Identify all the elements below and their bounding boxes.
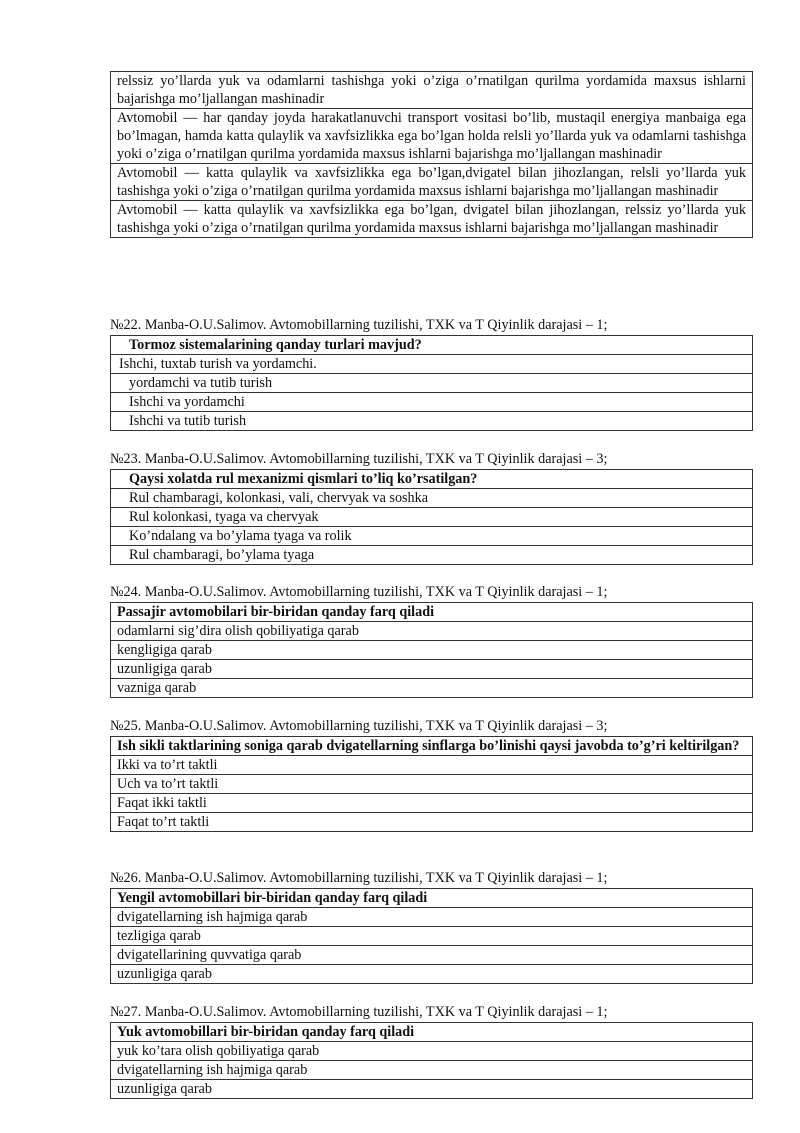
option-cell: dvigatellarning ish hajmiga qarab xyxy=(111,908,753,927)
option-row xyxy=(111,813,753,832)
option-row xyxy=(111,794,753,813)
question-row xyxy=(111,889,753,908)
option-cell: Ishchi va yordamchi xyxy=(111,393,753,412)
option-row xyxy=(111,508,753,527)
option-row xyxy=(111,109,753,164)
option-cell: uzunligiga qarab xyxy=(111,965,753,984)
question-header-26: №26. Manba-O.U.Salimov. Avtomobillarning tuzilishi, TXK va T Qiyinlik darajasi – 1; xyxy=(110,870,608,886)
option-row xyxy=(111,965,753,984)
option-row xyxy=(111,946,753,965)
option-row xyxy=(111,775,753,794)
option-cell: Rul chambaragi, bo’ylama tyaga xyxy=(111,546,753,565)
option-cell: kengligiga qarab xyxy=(111,641,753,660)
option-row xyxy=(111,1042,753,1061)
question-header-23: №23. Manba-O.U.Salimov. Avtomobillarning tuzilishi, TXK va T Qiyinlik darajasi – 3; xyxy=(110,451,608,467)
option-cell: Avtomobil — katta qulaylik va xavfsizlikka ega bo’lgan, dvigatel bilan jihozlangan, relssiz yo’llarda yuk tashishga yoki o’ziga o’rnatilgan qurilma yordamida maxsus ishlarni bajarishga mo’ljallangan mashinadir xyxy=(111,201,753,238)
question-text: Ish sikli taktlarining soniga qarab dvigatellarning sinflarga bo’linishi qaysi javobda to’g’ri keltirilgan? xyxy=(111,737,753,756)
option-row xyxy=(111,164,753,201)
q22-table xyxy=(110,335,753,431)
option-row xyxy=(111,374,753,393)
option-row xyxy=(111,72,753,109)
option-row xyxy=(111,756,753,775)
option-cell: uzunligiga qarab xyxy=(111,660,753,679)
q25-table xyxy=(110,736,753,832)
question-text: Tormoz sistemalarining qanday turlari mavjud? xyxy=(111,336,753,355)
q24-table xyxy=(110,602,753,698)
question-row xyxy=(111,737,753,756)
option-cell: Faqat ikki taktli xyxy=(111,794,753,813)
option-row xyxy=(111,927,753,946)
option-row xyxy=(111,1061,753,1080)
option-cell: yuk ko’tara olish qobiliyatiga qarab xyxy=(111,1042,753,1061)
option-cell: Ko’ndalang va bo’ylama tyaga va rolik xyxy=(111,527,753,546)
option-row xyxy=(111,1080,753,1099)
option-cell: Avtomobil — har qanday joyda harakatlanuvchi transport vositasi bo’lib, mustaqil energiya manbaiga ega bo’lmagan, hamda katta qulaylik va xavfsizlikka ega bo’lgan holda relsli yo’llarda yuk va odamlarni tashishga yoki o’ziga o’rnatilgan qurilma yordamida maxsus ishlarni bajarishga mo’ljallangan mashinadir xyxy=(111,109,753,164)
question-text: Qaysi xolatda rul mexanizmi qismlari to’liq ko’rsatilgan? xyxy=(111,470,753,489)
question-text: Passajir avtomobilari bir-biridan qanday farq qiladi xyxy=(111,603,753,622)
question-row xyxy=(111,470,753,489)
question-row xyxy=(111,1023,753,1042)
option-cell: Ishchi, tuxtab turish va yordamchi. xyxy=(111,355,753,374)
option-row xyxy=(111,679,753,698)
option-cell: tezligiga qarab xyxy=(111,927,753,946)
option-row xyxy=(111,622,753,641)
option-row xyxy=(111,908,753,927)
q23-table xyxy=(110,469,753,565)
question-header-24: №24. Manba-O.U.Salimov. Avtomobillarning tuzilishi, TXK va T Qiyinlik darajasi – 1; xyxy=(110,584,608,600)
option-row xyxy=(111,393,753,412)
question-header-27: №27. Manba-O.U.Salimov. Avtomobillarning tuzilishi, TXK va T Qiyinlik darajasi – 1; xyxy=(110,1004,608,1020)
option-cell: odamlarni sig’dira olish qobiliyatiga qarab xyxy=(111,622,753,641)
option-cell: vazniga qarab xyxy=(111,679,753,698)
option-cell: dvigatellarining quvvatiga qarab xyxy=(111,946,753,965)
question-row xyxy=(111,336,753,355)
option-cell: Rul kolonkasi, tyaga va chervyak xyxy=(111,508,753,527)
question-header-25: №25. Manba-O.U.Salimov. Avtomobillarning tuzilishi, TXK va T Qiyinlik darajasi – 3; xyxy=(110,718,608,734)
option-cell: Uch va to’rt taktli xyxy=(111,775,753,794)
option-cell: uzunligiga qarab xyxy=(111,1080,753,1099)
option-row xyxy=(111,355,753,374)
option-row xyxy=(111,641,753,660)
option-row xyxy=(111,489,753,508)
option-row xyxy=(111,527,753,546)
option-cell: Avtomobil — katta qulaylik va xavfsizlikka ega bo’lgan,dvigatel bilan jihozlangan, relsli yo’llarda yuk tashishga yoki o’ziga o’rnatilgan qurilma yordamida maxsus ishlarni bajarishga mo’ljallangan mashinadir xyxy=(111,164,753,201)
q21-table xyxy=(110,71,753,238)
option-row xyxy=(111,201,753,238)
option-cell: Rul chambaragi, kolonkasi, vali, chervyak va soshka xyxy=(111,489,753,508)
question-text: Yuk avtomobillari bir-biridan qanday farq qiladi xyxy=(111,1023,753,1042)
option-cell: Ikki va to’rt taktli xyxy=(111,756,753,775)
option-row xyxy=(111,546,753,565)
question-text: Yengil avtomobillari bir-biridan qanday farq qiladi xyxy=(111,889,753,908)
question-row xyxy=(111,603,753,622)
option-row xyxy=(111,660,753,679)
option-cell: Ishchi va tutib turish xyxy=(111,412,753,431)
option-cell: dvigatellarning ish hajmiga qarab xyxy=(111,1061,753,1080)
option-cell: yordamchi va tutib turish xyxy=(111,374,753,393)
option-row xyxy=(111,412,753,431)
option-cell: Faqat to’rt taktli xyxy=(111,813,753,832)
question-header-22: №22. Manba-O.U.Salimov. Avtomobillarning tuzilishi, TXK va T Qiyinlik darajasi – 1; xyxy=(110,317,608,333)
q26-table xyxy=(110,888,753,984)
q27-table xyxy=(110,1022,753,1099)
option-cell: relssiz yo’llarda yuk va odamlarni tashishga yoki o’ziga o’rnatilgan qurilma yordamida maxsus ishlarni bajarishga mo’ljallangan mashinadir xyxy=(111,72,753,109)
